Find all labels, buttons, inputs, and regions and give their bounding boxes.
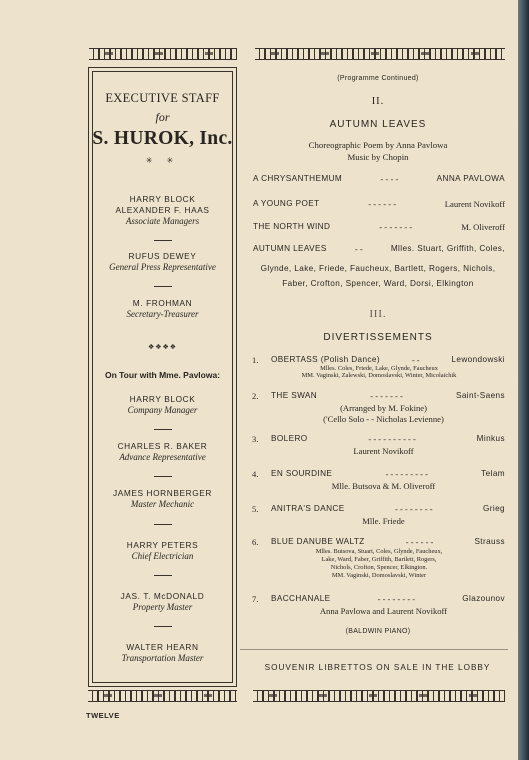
cast-dashes: - - - - - - - [379, 222, 413, 232]
staff-for: for [155, 110, 170, 124]
part-two-music: Music by Chopin [347, 152, 409, 162]
manager-name: ALEXANDER F. HAAS [115, 205, 210, 215]
item-number: 2. [252, 391, 259, 401]
item-number: 3. [252, 434, 259, 444]
item-title: OBERTASS (Polish Dance) [271, 355, 380, 364]
programme-item [271, 537, 505, 547]
bottom-right-ornament [253, 690, 505, 702]
cast-row [253, 174, 505, 184]
cast-role: A CHRYSANTHEMUM [253, 174, 343, 183]
top-right-ornament [255, 48, 505, 60]
cast-dancer: ANNA PAVLOWA [436, 174, 505, 183]
item-composer: Minkus [476, 434, 505, 443]
item-dashes: - - - - - - - [370, 391, 403, 401]
item-title: EN SOURDINE [271, 469, 333, 478]
cast-role: AUTUMN LEAVES [253, 244, 327, 253]
cast-dancers: Mlles. Stuart, Griffith, Coles, [390, 244, 505, 253]
divider-rule [154, 626, 172, 627]
item-number: 4. [252, 469, 259, 479]
item-title: BACCHANALE [271, 594, 331, 603]
item-number: 6. [252, 537, 259, 547]
part-three-title: DIVERTISSEMENTS [323, 332, 433, 343]
cast-dancer: Laurent Novikoff [444, 199, 505, 209]
tour-name: HARRY BLOCK [129, 394, 196, 404]
part-two-title: AUTUMN LEAVES [329, 119, 427, 130]
item-number: 1. [252, 355, 259, 365]
tour-role: Company Manager [127, 405, 198, 415]
page-number: TWELVE [86, 711, 120, 720]
cast-role: A YOUNG POET [253, 199, 320, 208]
programme-item [271, 594, 505, 604]
tour-name: WALTER HEARN [126, 642, 199, 652]
cast-dancer: M. Oliveroff [461, 222, 505, 232]
press-block [89, 251, 236, 272]
cast-dashes: - - - - [380, 174, 399, 184]
tour-name: JAS. T. McDONALD [120, 591, 205, 601]
divider-rule [154, 575, 172, 576]
tour-name: JAMES HORNBERGER [112, 488, 213, 498]
tour-role: Master Mechanic [130, 499, 195, 509]
cast-row [253, 222, 505, 232]
managers-role: Associate Managers [125, 216, 200, 226]
tour-role: Property Master [132, 602, 193, 612]
press-name: RUFUS DEWEY [128, 251, 197, 261]
item-title: BOLERO [271, 434, 308, 443]
item-composer: Saint-Saens [455, 391, 505, 400]
item-performers: Nichols, Crofton, Spencer, Elkington. [330, 564, 428, 571]
bottom-left-ornament [88, 690, 237, 702]
autumn-leaves-row [253, 244, 505, 254]
staff-heading: EXECUTIVE STAFF [105, 91, 220, 105]
secretary-name: M. FROHMAN [132, 298, 193, 308]
tour-member [89, 540, 236, 561]
divider-rule [154, 524, 172, 525]
manager-name: HARRY BLOCK [129, 194, 196, 204]
tour-role: Transportation Master [121, 653, 204, 663]
item-dashes: - - - - - - - - - - [368, 434, 416, 444]
managers-block [89, 194, 236, 226]
tour-role: Advance Representative [119, 452, 206, 462]
company-name: S. HUROK, Inc. [92, 128, 233, 149]
item-performers: MM. Vaginski, Zalewski, Domoslavski, Winter, Micolaichik [301, 372, 457, 379]
programme-item [271, 391, 505, 401]
item-title: ANITRA'S DANCE [271, 504, 345, 513]
item-note: Anna Pavlowa and Laurent Novikoff [319, 606, 448, 616]
press-role: General Press Representative [109, 262, 216, 272]
dot-ornament: ❖❖❖❖ [147, 343, 178, 351]
secretary-block [89, 298, 236, 319]
programme-item [271, 355, 505, 365]
item-performers: Mlles. Coles, Friede, Lake, Glynde, Faucheux [320, 365, 438, 372]
item-dashes: - - [411, 355, 420, 365]
item-composer: Grieg [482, 504, 505, 513]
programme-item [271, 504, 505, 514]
item-composer: Telam [481, 469, 505, 478]
item-title: BLUE DANUBE WALTZ [271, 537, 365, 546]
tour-member [89, 488, 236, 509]
autumn-leaves-dancers: Faber, Crofton, Spencer, Ward, Dorsi, Elkington [282, 279, 474, 288]
cast-dashes: - - - - - - [368, 199, 397, 209]
tour-member [89, 394, 236, 415]
divider-line [240, 649, 508, 650]
divider-rule [154, 240, 172, 241]
souvenir-notice: SOUVENIR LIBRETTOS ON SALE IN THE LOBBY [264, 663, 491, 672]
item-composer: Strauss [474, 537, 505, 546]
star-ornament: ✳ ✳ [145, 156, 180, 165]
divider-rule [154, 429, 172, 430]
item-performers: Mlles. Butsova, Stuart, Coles, Glynde, Faucheux, [315, 548, 443, 555]
autumn-leaves-dancers: Glynde, Lake, Friede, Faucheux, Bartlett, Rogers, Nichols, [260, 264, 496, 273]
top-left-ornament [89, 48, 237, 60]
item-note: Laurent Novikoff [353, 446, 414, 456]
tour-name: CHARLES R. BAKER [117, 441, 208, 451]
divider-rule [154, 476, 172, 477]
item-dashes: - - - - - - - - [395, 504, 433, 514]
item-note: Mlle. Butsova & M. Oliveroff [331, 481, 436, 491]
tour-role: Chief Electrician [131, 551, 194, 561]
item-dashes: - - - - - - - - - [385, 469, 428, 479]
tour-name: HARRY PETERS [126, 540, 199, 550]
tour-member [89, 591, 236, 612]
item-number: 7. [252, 594, 259, 604]
item-composer: Glazounov [462, 594, 505, 603]
tour-member [89, 441, 236, 462]
programme-item [271, 469, 505, 479]
item-composer: Lewondowski [451, 355, 505, 364]
part-three-numeral: III. [369, 309, 387, 320]
part-two-subtitle: Choreographic Poem by Anna Pavlowa [308, 140, 448, 150]
item-dashes: - - - - - - [405, 537, 434, 547]
item-title: THE SWAN [271, 391, 318, 400]
divider-rule [154, 286, 172, 287]
item-performers: MM. Vaginski, Domoslavski, Winter [331, 572, 427, 579]
programme-item [271, 434, 505, 444]
piano-credit: (BALDWIN PIANO) [345, 628, 411, 635]
tour-member [89, 642, 236, 663]
item-number: 5. [252, 504, 259, 514]
cast-row [253, 199, 505, 209]
item-dashes: - - - - - - - - [377, 594, 416, 604]
item-note: Mlle. Friede [362, 516, 405, 526]
item-note: ('Cello Solo - - Nicholas Levienne) [323, 414, 444, 424]
cast-dashes: - - [354, 244, 363, 254]
executive-staff-box [88, 67, 237, 687]
item-note: (Arranged by M. Fokine) [340, 403, 427, 413]
part-two-numeral: II. [371, 96, 385, 107]
programme-continued: (Programme Continued) [337, 75, 419, 82]
secretary-role: Secretary-Treasurer [126, 309, 199, 319]
item-performers: Lake, Ward, Faber, Griffith, Bartlett, Rogers, [321, 556, 437, 563]
cast-role: THE NORTH WIND [253, 222, 331, 231]
tour-heading: On Tour with Mme. Pavlowa: [104, 370, 221, 380]
